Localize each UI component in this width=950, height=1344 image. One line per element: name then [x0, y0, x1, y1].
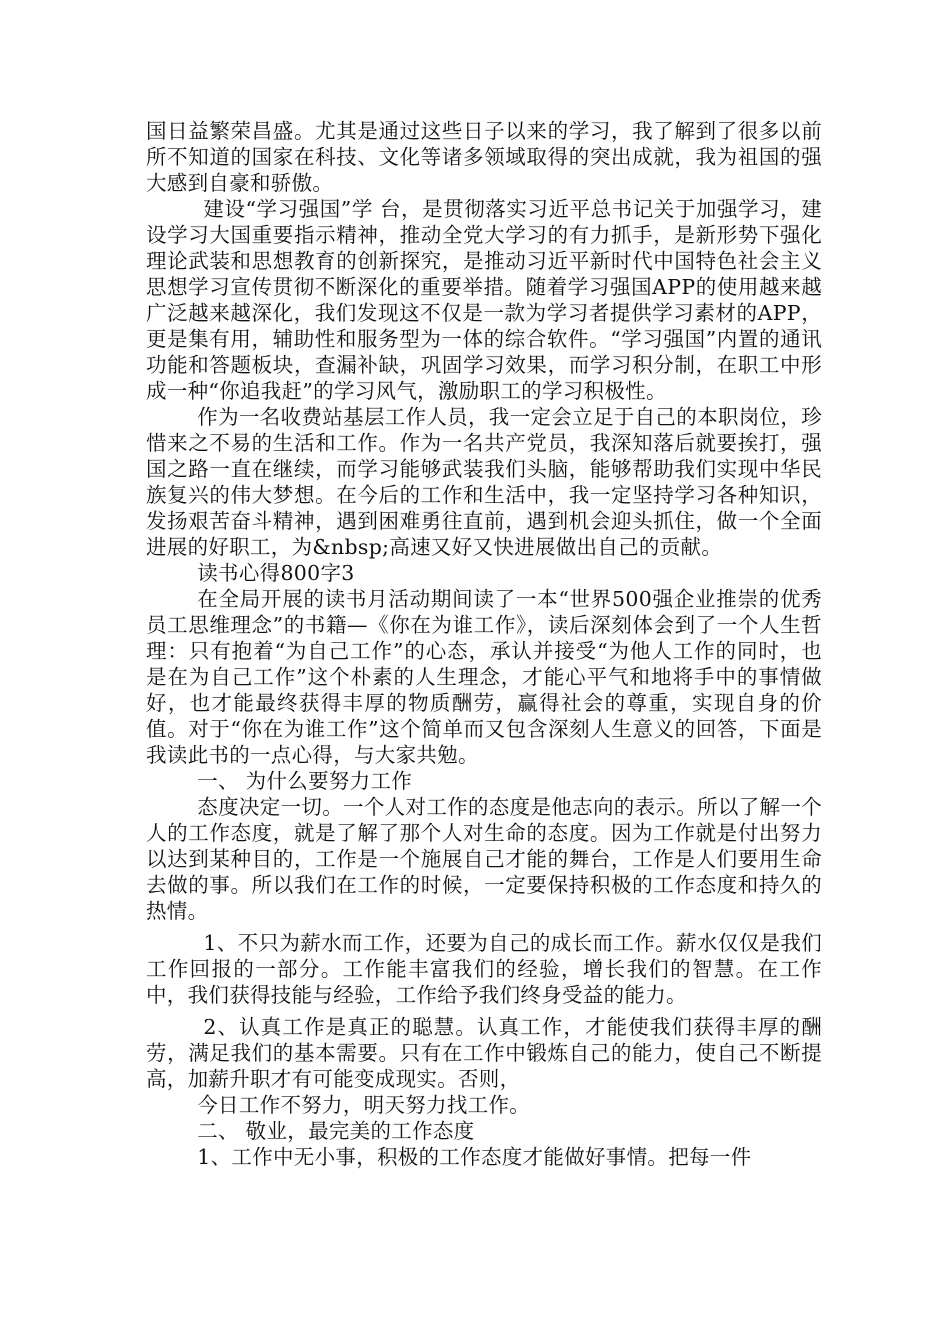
paragraph-7: 2、认真工作是真正的聪慧。认真工作，才能使我们获得丰厚的酬劳，满足我们的基本需要。只有在工作中锻炼自己的能力，使自己不断提高，加薪升职才有可能变成现实。否则，	[146, 1015, 822, 1091]
heading-why-work-hard: 一、 为什么要努力工作	[197, 769, 413, 793]
paragraph-9: 1、工作中无小事，积极的工作态度才能做好事情。把每一件	[197, 1145, 752, 1169]
paragraph-8: 今日工作不努力，明天努力找工作。	[197, 1093, 531, 1117]
paragraph-1: 国日益繁荣昌盛。尤其是通过这些日子以来的学习，我了解到了很多以前所不知道的国家在科技、文化等诸多领域取得的突出成就，我为祖国的强大感到自豪和骄傲。	[146, 119, 822, 195]
paragraph-2: 建设“学习强国”学 台，是贯彻落实习近平总书记关于加强学习，建设学习大国重要指示精神，推动全党大学习的有力抓手，是新形势下强化理论武装和思想教育的创新探究，是推动习近平新时代中国特色社会主义思想学习宣传贯彻不断深化的重要举措。随着学习强国APP的使用越来越广泛越来越深化，我们发现这不仅是一款为学习者提供学习素材的APP，更是集有用，辅助性和服务型为一体的综合软件。“学习强国”内置的通讯功能和答题板块，查漏补缺，巩固学习效果，而学习积分制，在职工中形成一种“你追我赶”的学习风气，激励职工的学习积极性。	[146, 197, 822, 403]
paragraph-3: 作为一名收费站基层工作人员，我一定会立足于自己的本职岗位，珍惜来之不易的生活和工作。作为一名共产党员，我深知落后就要挨打，强国之路一直在继续，而学习能够武装我们头脑，能够帮助我们实现中华民族复兴的伟大梦想。在今后的工作和生活中，我一定坚持学习各种知识，发扬艰苦奋斗精神，遇到困难勇往直前，遇到机会迎头抓住，做一个全面进展的好职工，为&nbsp;高速又好又快进展做出自己的贡献。	[146, 405, 822, 559]
document-page	[146, 118, 822, 1170]
section-heading-reading-notes: 读书心得800字3	[197, 561, 355, 585]
paragraph-6: 1、不只为薪水而工作，还要为自己的成长而工作。薪水仅仅是我们工作回报的一部分。工作能丰富我们的经验，增长我们的智慧。在工作中，我们获得技能与经验，工作给予我们终身受益的能力。	[146, 931, 822, 1007]
paragraph-4: 在全局开展的读书月活动期间读了一本“世界500强企业推崇的优秀员工思维理念”的书籍—《你在为谁工作》，读后深刻体会到了一个人生哲理：只有抱着“为自己工作”的心态，承认并接受“为他人工作的同时，也是在为自己工作”这个朴素的人生理念，才能心平气和地将手中的事情做好，也才能最终获得丰厚的物质酬劳，赢得社会的尊重，实现自身的价值。对于“你在为谁工作”这个简单而又包含深刻人生意义的回答，下面是我读此书的一点心得，与大家共勉。	[146, 587, 822, 767]
heading-dedication: 二、 敬业，最完美的工作态度	[197, 1119, 475, 1143]
paragraph-5: 态度决定一切。一个人对工作的态度是他志向的表示。所以了解一个人的工作态度，就是了解了那个人对生命的态度。因为工作就是付出努力以达到某种目的，工作是一个施展自己才能的舞台，工作是人们要用生命去做的事。所以我们在工作的时候，一定要保持积极的工作态度和持久的热情。	[146, 795, 822, 923]
